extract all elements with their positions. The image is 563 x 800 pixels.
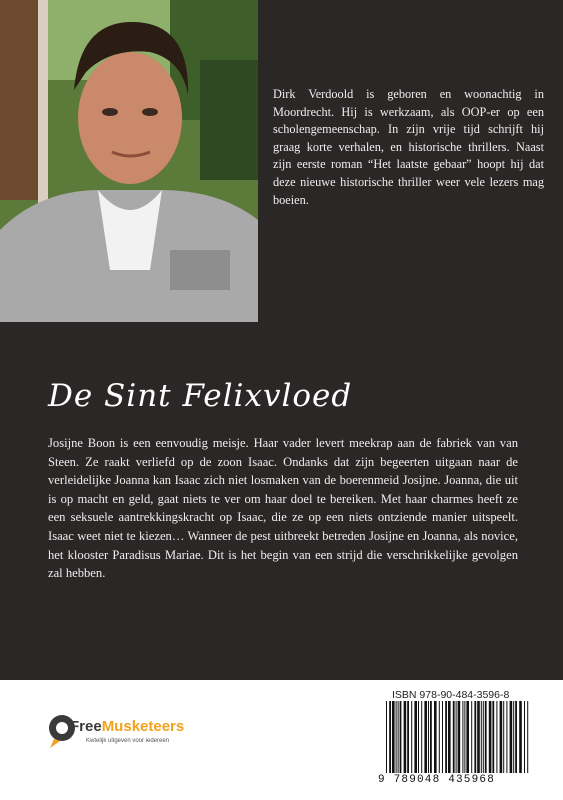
ean-digits: 9 789048 435968 bbox=[378, 774, 496, 786]
book-title: De Sint Felixvloed bbox=[48, 378, 353, 414]
publisher-name-part2: Musketeers bbox=[101, 718, 185, 735]
book-blurb: Josijne Boon is een eenvoudig meisje. Haar vader levert meekrap aan de fabriek van van Steen. Ze raakt verliefd op de zoon Isaac. Ondanks dat zijn begeerten uitgaan naar de verleidelijke Joanna kan Isaac zich niet losmaken van de boerenmeid Josijne. Joanna, die uit is op macht en geld, gaat niets te ver om haar doel te bereiken. Met haar charmes heeft ze een seksuele aantrekkingskracht op Isaac, die ze op een niets ontziende manier uitspeelt. Isaac weet niet te kiezen… Wanneer de pest uitbreekt betreden Josijne en Joanna, als novice, het klooster Paradisus Mariae. Dit is het begin van een strijd die verschrikkelijke gevolgen zal hebben. bbox=[48, 436, 518, 581]
author-bio: Dirk Verdoold is geboren en woonachtig in Moordrecht. Hij is werkzaam, als OOP-er op een scholengemeenschap. In zijn vrije tijd schrijft hij graag korte verhalen, en historische thrillers. Naast zijn eerste roman “Het laatste gebaar” hoopt hij dat deze nieuwe historische thriller weer vele lezers mag boeien. bbox=[273, 87, 544, 207]
isbn-label: ISBN 978-90-484-3596-8 bbox=[392, 689, 510, 701]
publisher-tagline: Kwtelijk uitgeven voor iedereen bbox=[86, 738, 170, 744]
publisher-name-part1: Free bbox=[70, 718, 102, 735]
publisher-logo bbox=[46, 706, 186, 760]
publisher-name bbox=[70, 718, 184, 735]
barcode bbox=[384, 701, 534, 773]
author-photo bbox=[0, 0, 258, 322]
